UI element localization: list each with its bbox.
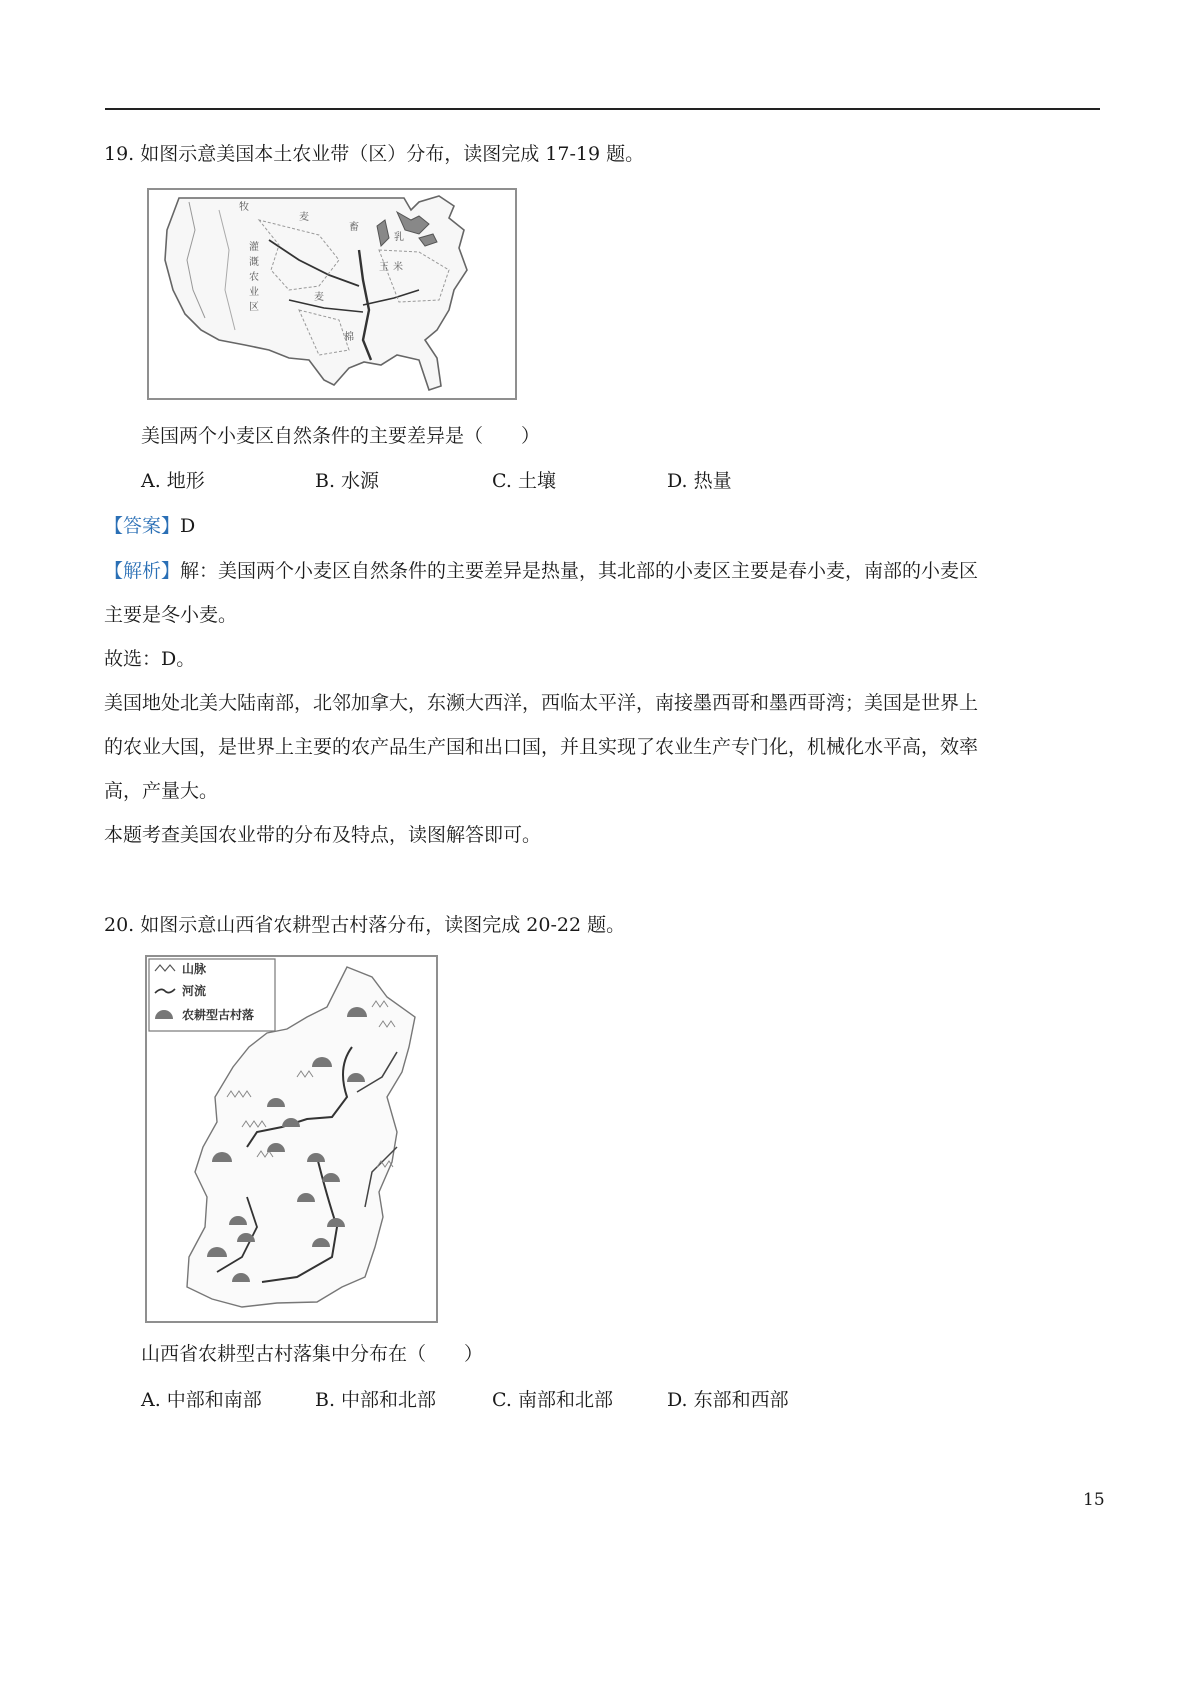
legend-mountain-label: 山脉 bbox=[182, 962, 207, 976]
map-label: 牧 bbox=[239, 202, 249, 213]
map-label: 乳 bbox=[394, 232, 404, 243]
answer-tag: 【答案】 bbox=[104, 515, 181, 537]
map-label: 农 bbox=[249, 272, 259, 283]
map-label: 棉 bbox=[344, 332, 354, 343]
shanxi-village-map bbox=[145, 955, 438, 1323]
q20-option-d: D. 东部和西部 bbox=[667, 1389, 789, 1411]
q20-option-a: A. 中部和南部 bbox=[141, 1389, 262, 1411]
q19-analysis-line-3: 故选：D。 bbox=[104, 648, 196, 670]
q19-analysis-line-2: 主要是冬小麦。 bbox=[104, 604, 238, 626]
map-label: 麦 bbox=[314, 292, 324, 303]
map-label: 灌 bbox=[249, 242, 259, 253]
usa-agriculture-map bbox=[147, 188, 517, 400]
answer-value: D bbox=[180, 515, 196, 537]
map-label: 麦 bbox=[299, 212, 309, 223]
q20-stem: 20. 如图示意山西省农耕型古村落分布，读图完成 20-22 题。 bbox=[104, 914, 626, 936]
legend-river-label: 河流 bbox=[182, 984, 207, 998]
q19-prompt: 美国两个小麦区自然条件的主要差异是（ ） bbox=[141, 425, 541, 447]
q19-analysis-line-5: 的农业大国，是世界上主要的农产品生产国和出口国，并且实现了农业生产专门化，机械化水平高，效率 bbox=[104, 736, 979, 758]
q19-option-a: A. 地形 bbox=[141, 470, 205, 492]
q20-prompt: 山西省农耕型古村落集中分布在（ ） bbox=[141, 1343, 484, 1365]
q19-analysis-line-4: 美国地处北美大陆南部，北邻加拿大，东濒大西洋，西临太平洋，南接墨西哥和墨西哥湾；美国是世界上 bbox=[104, 692, 979, 714]
map-label: 米 bbox=[393, 262, 403, 273]
map-label: 业 bbox=[249, 287, 259, 298]
q19-answer bbox=[104, 512, 195, 540]
page-number: 15 bbox=[1083, 1490, 1105, 1510]
q19-analysis-line-1 bbox=[104, 557, 978, 585]
analysis-tag: 【解析】 bbox=[104, 560, 181, 582]
usa-map-graphic bbox=[149, 190, 515, 398]
map-label: 玉 bbox=[379, 262, 389, 273]
legend-village-label: 农耕型古村落 bbox=[182, 1008, 255, 1022]
q19-analysis-line-6: 高，产量大。 bbox=[104, 780, 219, 802]
map-label: 溉 bbox=[249, 257, 259, 268]
q19-option-d: D. 热量 bbox=[667, 470, 732, 492]
header-rule bbox=[105, 108, 1100, 110]
q20-option-b: B. 中部和北部 bbox=[315, 1389, 437, 1411]
map-label: 区 bbox=[249, 302, 259, 313]
map-label: 畜 bbox=[349, 222, 359, 233]
analysis-text: 解：美国两个小麦区自然条件的主要差异是热量，其北部的小麦区主要是春小麦，南部的小麦区 bbox=[180, 560, 979, 582]
q19-option-b: B. 水源 bbox=[315, 470, 380, 492]
q20-option-c: C. 南部和北部 bbox=[492, 1389, 613, 1411]
q19-option-c: C. 土壤 bbox=[492, 470, 556, 492]
shanxi-map-graphic bbox=[147, 957, 436, 1321]
q19-analysis-line-7: 本题考查美国农业带的分布及特点，读图解答即可。 bbox=[104, 824, 542, 846]
q19-stem: 19. 如图示意美国本土农业带（区）分布，读图完成 17-19 题。 bbox=[104, 143, 645, 165]
